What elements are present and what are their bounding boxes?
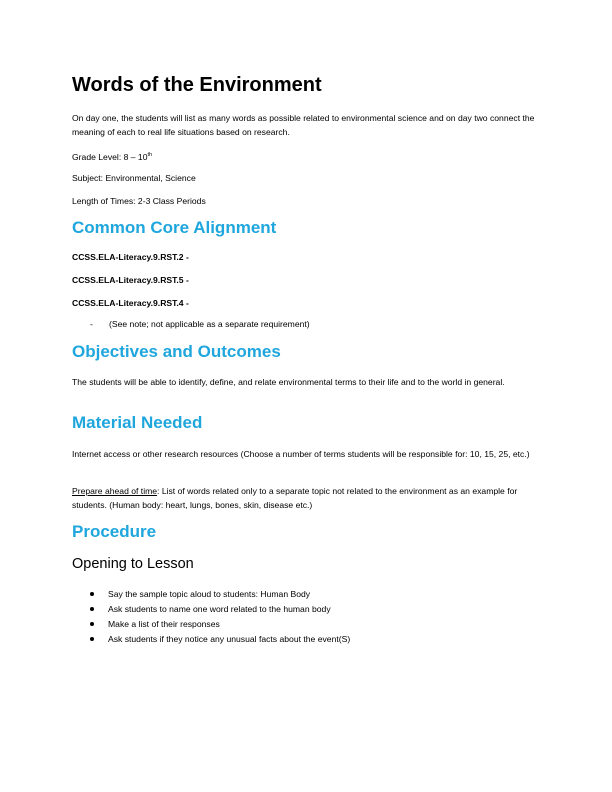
subject-line: Subject: Environmental, Science [72,173,196,183]
grade-level-text: Grade Level: 8 – 10 [72,152,148,162]
standard-note [90,319,310,329]
objectives-text: The students will be able to identify, define, and relate environmental terms to their life and to the world in general. [72,377,505,387]
intro-paragraph: On day one, the students will list as many words as possible related to environmental science and on day two connect the meaning of each to real life situations based on research. [72,113,535,137]
list-item [90,587,350,602]
step-text: Say the sample topic aloud to students: Human Body [108,589,311,599]
standard-item-3: CCSS.ELA-Literacy.9.RST.4 - [72,298,189,308]
procedure-heading: Procedure [72,522,157,541]
list-item [90,632,350,647]
prepare-paragraph [72,484,542,512]
standard-item-2: CCSS.ELA-Literacy.9.RST.5 - [72,275,189,285]
common-core-heading: Common Core Alignment [72,218,277,237]
prepare-label: Prepare ahead of time [72,486,158,496]
document-title: Words of the Environment [72,74,322,96]
bullet-icon [90,637,94,641]
opening-subheading: Opening to Lesson [72,556,194,572]
bullet-icon [90,592,94,596]
materials-heading: Material Needed [72,413,203,432]
list-item [90,617,350,632]
length-line: Length of Times: 2-3 Class Periods [72,196,206,206]
materials-text: Internet access or other research resources (Choose a number of terms students will be responsible for: 10, 15, 25, etc.) [72,449,530,459]
standard-item-1: CCSS.ELA-Literacy.9.RST.2 - [72,252,189,262]
step-text: Ask students if they notice any unusual facts about the event(S) [108,634,351,644]
step-text: Make a list of their responses [108,619,220,629]
grade-level-suffix: th [147,152,153,159]
bullet-icon [90,622,94,626]
list-item [90,602,350,617]
grade-level [72,150,542,164]
procedure-steps-list [90,587,350,647]
prepare-text: : List of words related only to a separate topic not related to the environment as an example for students. (Human body: heart, lungs, bones, skin, disease etc.) [72,486,518,510]
dash-marker: - [90,319,93,329]
step-text: Ask students to name one word related to the human body [108,604,331,614]
bullet-icon [90,607,94,611]
standard-note-text: (See note; not applicable as a separate requirement) [109,319,310,329]
objectives-heading: Objectives and Outcomes [72,342,281,361]
